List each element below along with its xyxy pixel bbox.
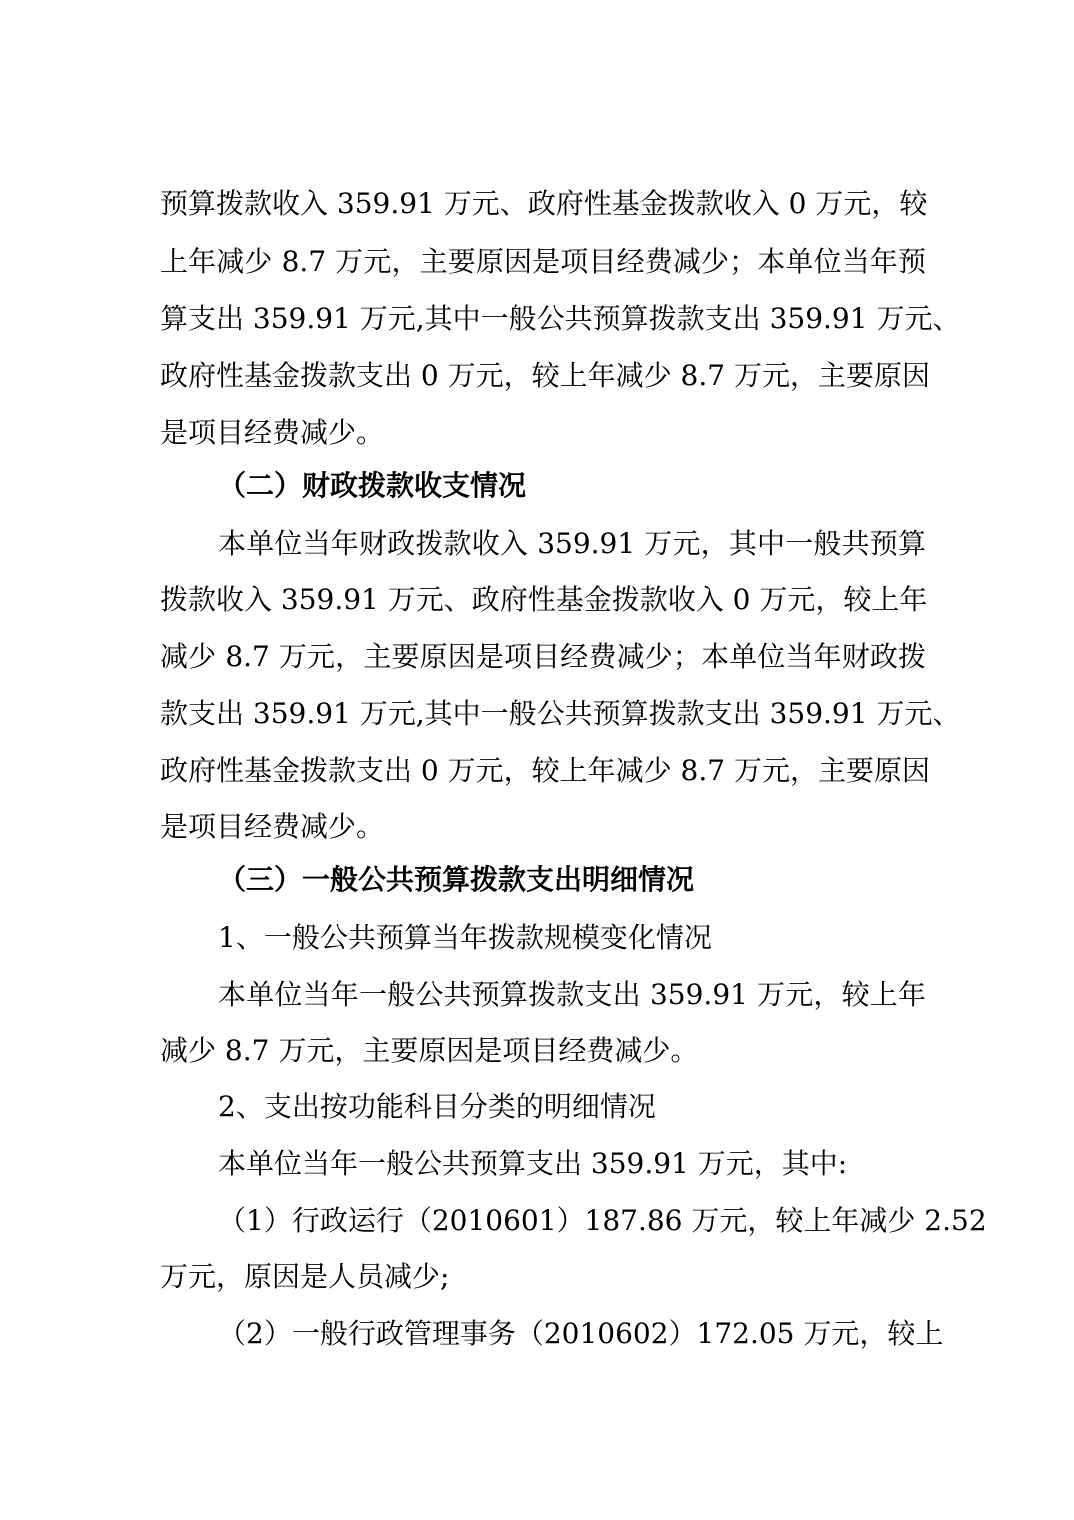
paragraph-line: 上年减少 8.7 万元，主要原因是项目经费减少；本单位当年预 <box>160 245 926 278</box>
paragraph-line: 政府性基金拨款支出 0 万元，较上年减少 8.7 万元，主要原因 <box>160 359 930 392</box>
paragraph-line: 款支出 359.91 万元,其中一般公共预算拨款支出 359.91 万元、 <box>160 697 961 730</box>
paragraph-line: 是项目经费减少。 <box>160 810 385 843</box>
paragraph-line: 算支出 359.91 万元,其中一般公共预算拨款支出 359.91 万元、 <box>160 302 961 335</box>
list-item-line: （2）一般行政管理事务（2010602）172.05 万元，较上 <box>218 1317 944 1350</box>
paragraph-line: 本单位当年一般公共预算拨款支出 359.91 万元，较上年 <box>218 978 926 1011</box>
section-heading-3: （三）一般公共预算拨款支出明细情况 <box>218 863 695 896</box>
paragraph-line: 减少 8.7 万元，主要原因是项目经费减少。 <box>160 1034 699 1067</box>
paragraph-line: 减少 8.7 万元，主要原因是项目经费减少；本单位当年财政拨 <box>160 640 926 673</box>
paragraph-line: 本单位当年财政拨款收入 359.91 万元，其中一般共预算 <box>218 527 926 560</box>
paragraph-line: 预算拨款收入 359.91 万元、政府性基金拨款收入 0 万元，较 <box>160 187 928 220</box>
list-item-line: （1）行政运行（2010601）187.86 万元，较上年减少 2.52 <box>218 1204 987 1237</box>
paragraph-line: 是项目经费减少。 <box>160 416 385 449</box>
paragraph-line: 拨款收入 359.91 万元、政府性基金拨款收入 0 万元，较上年 <box>160 583 928 616</box>
subheading-2: 2、支出按功能科目分类的明细情况 <box>218 1090 656 1123</box>
section-heading-2: （二）财政拨款收支情况 <box>218 469 527 502</box>
paragraph-line: 政府性基金拨款支出 0 万元，较上年减少 8.7 万元，主要原因 <box>160 754 930 787</box>
subheading-1: 1、一般公共预算当年拨款规模变化情况 <box>218 921 712 954</box>
list-item-line: 万元，原因是人员减少; <box>160 1260 450 1293</box>
paragraph-line: 本单位当年一般公共预算支出 359.91 万元，其中: <box>218 1147 848 1180</box>
